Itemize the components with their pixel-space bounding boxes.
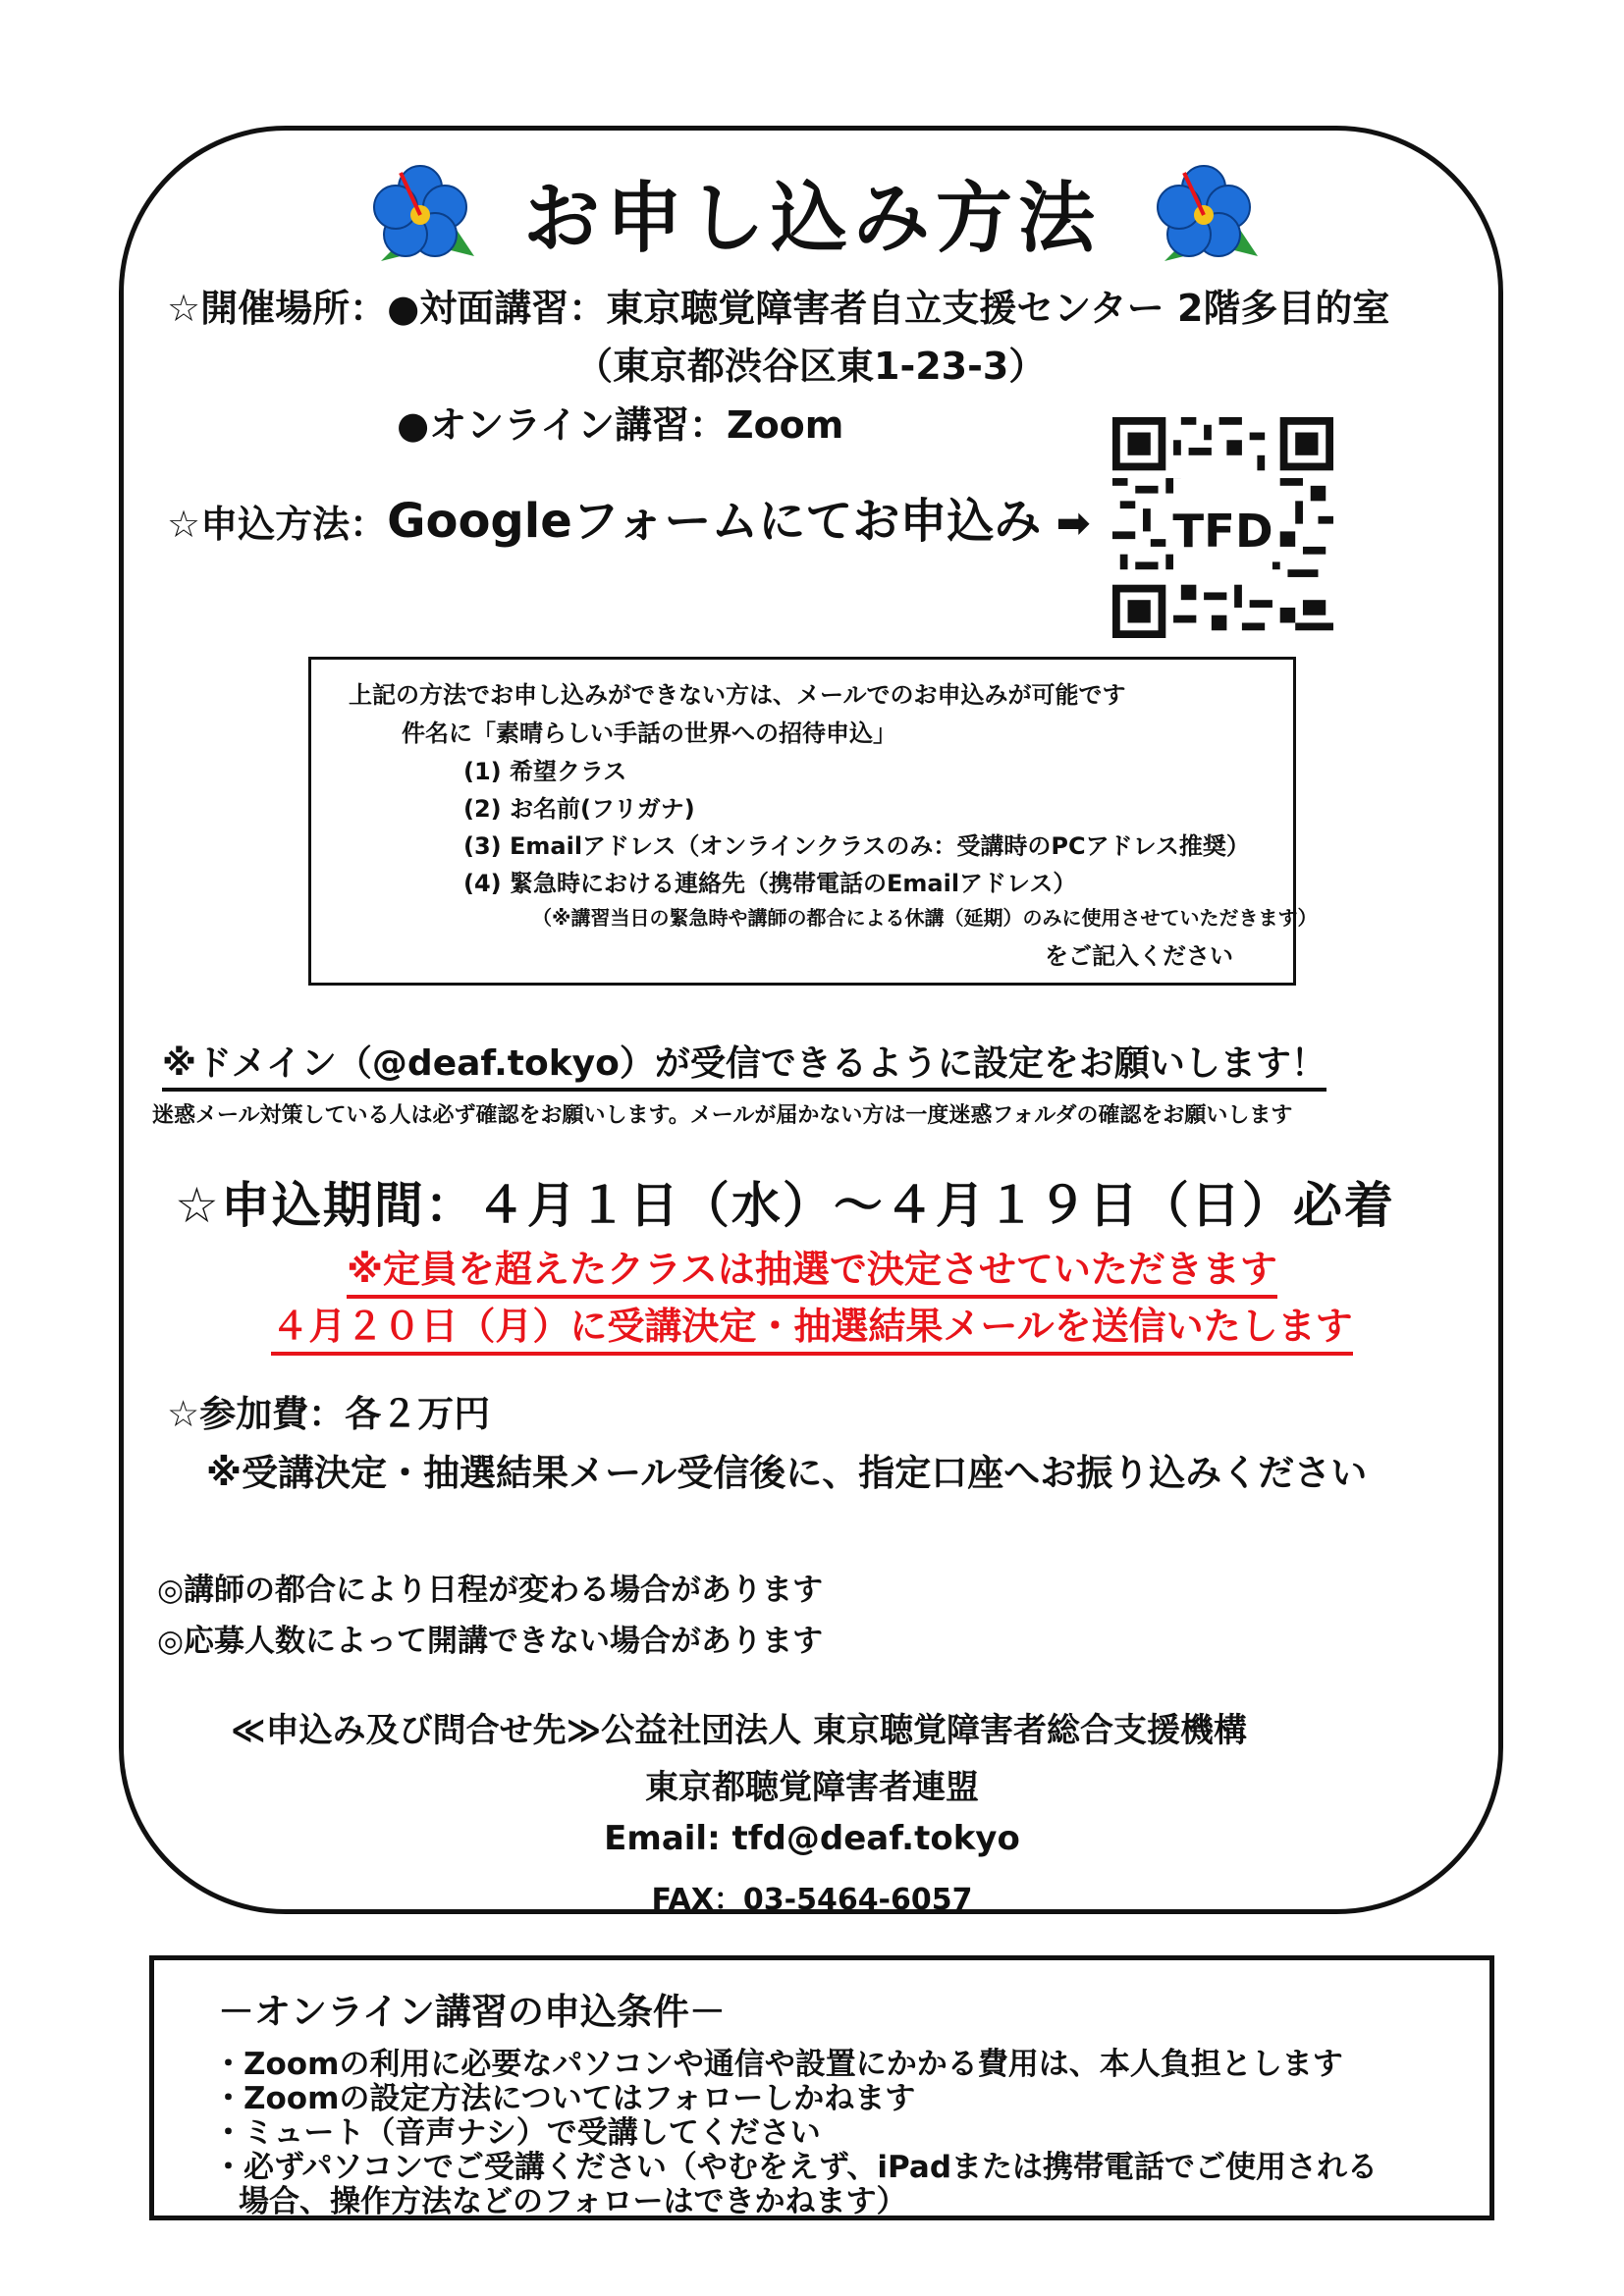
contact-fax: FAX：03-5464-6057 xyxy=(651,1883,973,1917)
venue-address: （東京都渋谷区東1-23-3） xyxy=(575,345,1047,388)
mail-note-closing: をご記入ください xyxy=(1045,942,1233,970)
qr-code[interactable] xyxy=(1112,417,1333,638)
online-conditions-box xyxy=(149,1955,1494,2220)
qr-label: TFD xyxy=(1172,504,1273,558)
fee: ☆参加費：各２万円 xyxy=(167,1393,491,1435)
contact-organization: ≪申込み及び問合せ先≫公益社団法人 東京聴覚障害者総合支援機構 xyxy=(231,1711,1248,1750)
condition-item: ・Zoomの設定方法についてはフォローしかねます xyxy=(213,2081,916,2116)
mail-note-item: (4) 緊急時における連絡先（携帯電話のEmailアドレス） xyxy=(463,870,1077,897)
arrow-right-icon: ➡ xyxy=(1056,499,1091,547)
hibiscus-icon-right xyxy=(1145,158,1263,266)
fee-note: ※受講決定・抽選結果メール受信後に、指定口座へお振り込みください xyxy=(206,1452,1368,1494)
condition-item: ・Zoomの利用に必要なパソコンや通信や設置にかかる費用は、本人負担とします xyxy=(213,2047,1343,2082)
condition-item: ・ミュート（音声ナシ）で受講してください xyxy=(213,2115,821,2151)
enrollment-note: ◎応募人数によって開講できない場合があります xyxy=(157,1624,824,1659)
mail-note-intro: 上記の方法でお申し込みができない方は、メールでのお申込みが可能です xyxy=(349,681,1126,709)
contact-email[interactable]: Email: tfd@deaf.tokyo xyxy=(604,1819,1020,1858)
apply-line xyxy=(167,483,1091,551)
lottery-notice: ※定員を超えたクラスは抽選で決定させていただきます xyxy=(0,1239,1624,1293)
spam-notice: 迷惑メール対策している人は必ず確認をお願いします。メールが届かない方は一度迷惑フォルダの確認をお願いします xyxy=(152,1103,1293,1128)
venue-line xyxy=(167,278,1389,332)
mail-note-item: (3) Emailアドレス（オンラインクラスのみ：受講時のPCアドレス推奨） xyxy=(463,832,1250,860)
apply-label: ☆申込方法： xyxy=(167,503,388,546)
venue-label: ☆開催場所： xyxy=(167,287,388,330)
contact-federation: 東京都聴覚障害者連盟 xyxy=(645,1768,979,1807)
venue-in-person: ●対面講習：東京聴覚障害者自立支援センター 2階多目的室 xyxy=(387,287,1390,330)
schedule-note: ◎講師の都合により日程が変わる場合があります xyxy=(157,1573,824,1608)
domain-notice: ※ドメイン（@deaf.tokyo）が受信できるように設定をお願いします！ xyxy=(162,1036,1326,1086)
mail-note-footnote: （※講習当日の緊急時や講師の都合による休講（延期）のみに使用させていただきます） xyxy=(532,906,1318,930)
mail-note-box xyxy=(308,657,1318,986)
mail-note-item: (1) 希望クラス xyxy=(463,758,627,785)
condition-item: ・必ずパソコンでご受講ください（やむをえず、iPadまたは携帯電話でご使用される xyxy=(213,2150,1379,2185)
page-title: お申し込み方法 xyxy=(0,157,1624,267)
mail-note-subject: 件名に「素晴らしい手話の世界への招待申込」 xyxy=(402,720,896,747)
online-conditions-heading: －オンライン講習の申込条件－ xyxy=(218,1991,726,2033)
condition-item: 場合、操作方法などのフォローはできかねます） xyxy=(239,2184,907,2219)
venue-online: ●オンライン講習：Zoom xyxy=(397,403,844,447)
apply-method: Googleフォームにてお申込み xyxy=(387,494,1042,549)
result-notice: ４月２０日（月）に受講決定・抽選結果メールを送信いたします xyxy=(0,1296,1624,1350)
hibiscus-icon-left xyxy=(361,158,479,266)
application-period: ☆申込期間：４月１日（水）～４月１９日（日）必着 xyxy=(175,1177,1395,1234)
mail-note-item: (2) お名前(フリガナ) xyxy=(463,795,695,823)
